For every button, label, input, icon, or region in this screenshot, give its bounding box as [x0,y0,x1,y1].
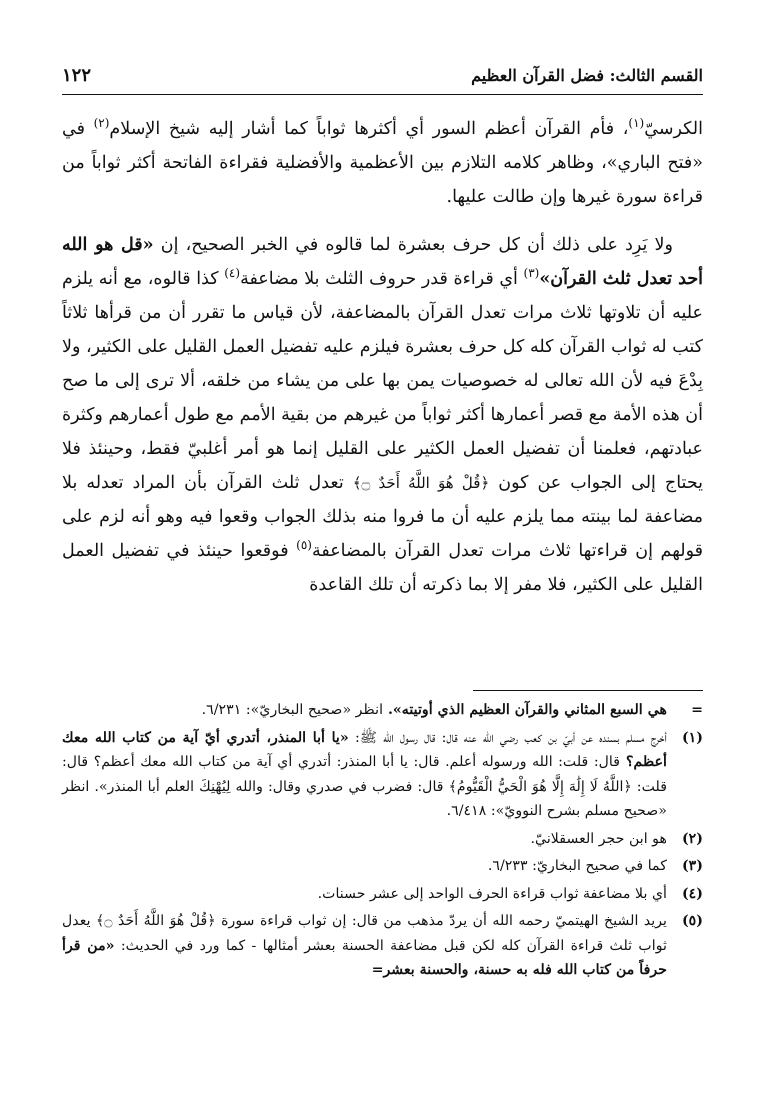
footnote-ref-5[interactable]: (٥) [296,538,312,553]
footnote-text [62,827,667,852]
text-run: يريد الشيخ الهيتميّ رحمه الله أن يردّ مذهب من قال: إن ثواب قراءة سورة ﴿قُلْ هُوَ اللَّهُ أَحَدٌ ۝﴾ يعدل ثواب ثلث قراءة القرآن كله لكن قبل مضاعفة الحسنة بعشر أمثالها - كما ورد في الحديث: [62,913,667,954]
text-run: أي بلا مضاعفة ثواب قراءة الحرف الواحد إلى عشر حسنات. [317,885,667,902]
footnote-number: (٥) [681,913,703,929]
footnote [62,726,703,824]
text-run: هي السبع المثاني والقرآن العظيم الذي أوتيته». [383,702,667,718]
text-run: هو ابن حجر العسقلانيّ. [530,830,667,847]
text-run: «من قرأ حرفاً من كتاب الله فله به حسنة، والحسنة بعشر= [62,937,667,978]
footnote-ref-4[interactable]: (٤) [224,266,241,281]
footnote-ref-1[interactable]: (١) [628,116,645,131]
main-text [62,112,703,616]
text-run: فوقعوا حينئذ في تفضيل العمل القليل على الكثير، فلا مفر إلا بما ذكرته أن تلك القاعدة [62,541,703,595]
footnote [62,698,703,723]
text-run: في «فتح الباري»، وظاهر كلامه التلازم بين الأعظمية والأفضلية فقراءة الفاتحة أكثر ثواباً من قراءة سورة غيرها وإن طالت عليها. [62,119,703,207]
paragraph-2 [62,228,703,602]
footnote-number: = [691,702,703,718]
hadith-quote: «قل هو الله أحد تعدل ثلث القرآن» [62,235,703,289]
text-run: كما في صحيح البخاريّ: ٦/٢٣٣. [487,858,667,874]
footnote-number: (١) [681,729,703,746]
text-run: الكرسيّ [644,119,703,139]
footnotes [62,698,703,986]
footnote [62,827,703,852]
text-run: أي قراءة قدر حروف الثلث بلا مضاعفة [240,269,524,289]
quran-verse: ﴿قُلْ هُوَ اللَّهُ أَحَدٌ ۝﴾ [352,474,490,492]
footnote [62,882,703,907]
footnote-ref-2[interactable]: (٢) [93,116,110,131]
footnote-ref-3[interactable]: (٣) [523,266,540,281]
text-run: قال: قلت: الله ورسوله أعلم. قال: يا أبا المنذر: أتدري أي آية من كتاب الله معك أعظم؟ قال: قلت: ﴿اللَّهُ لَا إِلَٰهَ إِلَّا هُوَ الْحَيُّ الْقَيُّومُ﴾ قال: فضرب في صدري وقال: والله لِيُهْنِكَ العلم أبا المنذر». انظر «صحيح مسلم بشرح النوويّ»: ٦/٤١٨. [62,754,667,819]
footnote-text [62,854,667,879]
running-header [62,60,703,90]
page-number: ١٢٢ [62,64,92,86]
footnote-separator [473,690,703,691]
footnote-text [62,909,667,983]
text-run: انظر «صحيح البخاريّ»: ٦/٢٣١. [201,702,384,718]
footnote-number: (٣) [681,858,703,874]
text-run: كذا قالوه، مع أنه يلزم عليه أن تلاوتها ثلاث مرات تعدل القرآن بالمضاعفة، لأن قياس ما تقرر أن من قرأها ثلاثاً كتب له ثواب القرآن كله كل حرف بعشرة فيلزم عليه تفضيل العمل القليل على الكثير، ولا بِدْعَ فيه لأن الله تعالى له خصوصيات يمن بها على من يشاء من خلقه، ألا ترى إلى ما صح أن هذه الأمة مع قصر أعمارها أكثر ثواباً من غيرهم من بقية الأمم مع طول أعمارهم وكثرة عبادتهم، فعلمنا أن تفضيل العمل الكثير على القليل إنما هو أمر أغلبيّ فقط، وحينئذ فلا يحتاج إلى الجواب عن كون [62,269,704,493]
paragraph-1 [62,112,703,214]
footnote-text [62,698,667,723]
header-rule [62,94,703,95]
footnote-text [62,726,667,824]
text-run: ، فأم القرآن أعظم السور أي أكثرها ثواباً كما أشار إليه شيخ الإسلام [109,119,629,139]
text-run: «يا أبا المنذر، أتدري أيّ آية من كتاب الله معك أعظم؟ [62,729,667,770]
text-run: أخرج مسلم بسنده عن أبيّ بن كعب رضي الله عنه قال: قال رسول الله ﷺ: [348,729,667,746]
text-run: ولا يَرِد على ذلك أن كل حرف بعشرة لما قالوه في الخبر الصحيح، إن [153,235,673,255]
footnote-number: (٢) [681,830,703,847]
text-run: تعدل ثلث القرآن بأن المراد تعدله بلا مضاعفة لما بينته مما يلزم عليه أن ما فروا منه بذلك الجواب وقعوا فيه وهو أنه لزم على قولهم إن قراءتها ثلاث مرات تعدل القرآن بالمضاعفة [62,473,703,561]
footnote-text [62,882,667,907]
footnote [62,854,703,879]
footnote-number: (٤) [681,885,703,902]
running-title: القسم الثالث: فضل القرآن العظيم [471,65,703,85]
footnote [62,909,703,983]
